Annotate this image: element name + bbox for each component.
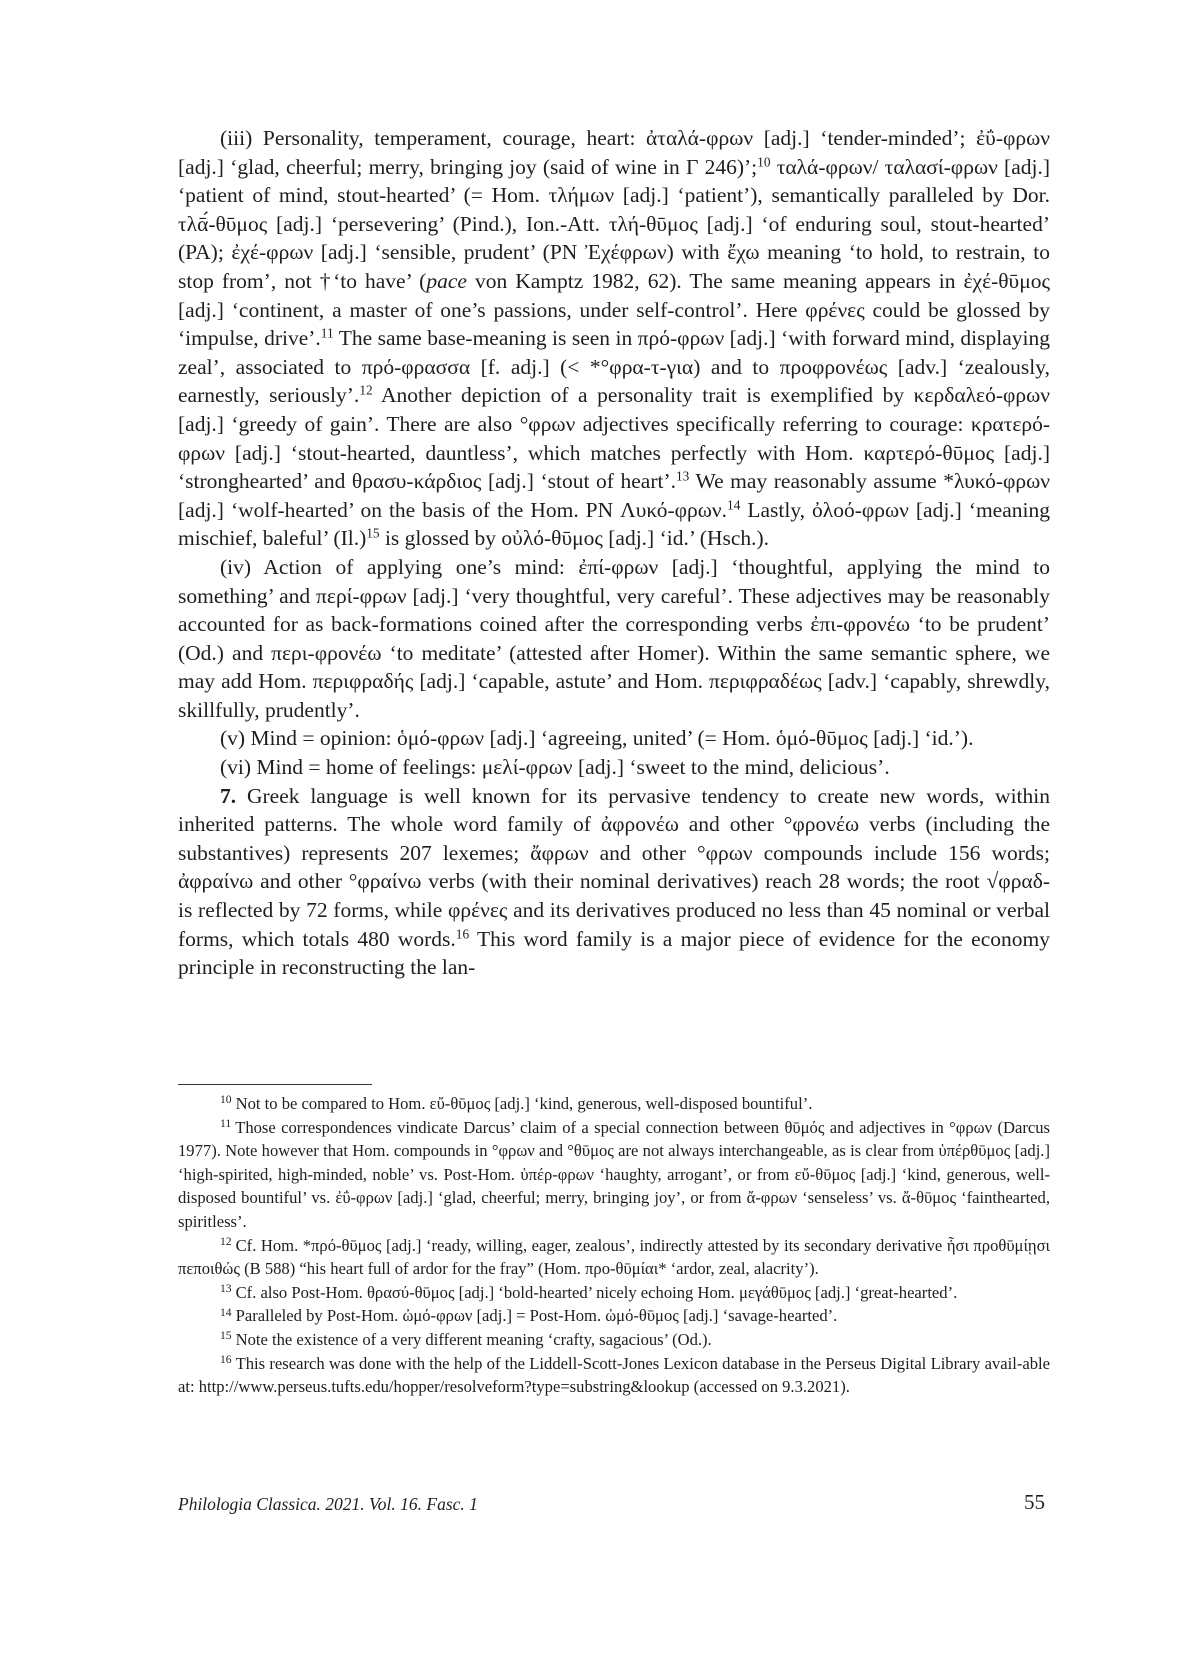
footnote-10: $^{10}$ Not to be compared to Hom. εὔ-θῡμος [adj.] ‘kind, generous, well-disposed bountiful’.: [220, 1093, 813, 1113]
paragraph-iii: (iii) Personality, temperament, courage, heart: ἀταλά-φρων [adj.] ‘tender-minded’; ἐΰ-φρων [adj.] ‘glad, cheerful; merry, bringing joy (said of wine in Γ 246)’;$^{10}$ ταλά-φρων/ ταλασί-φρων [adj.] ‘patient of mind, stout-hearted’ (= Hom. τλήμων [adj.] ‘patient’), semantically paralleled by Dor. τλᾱ́-θῡμος [adj.] ‘persevering’ (Pind.), Ion.-Att. τλή-θῡμος [adj.] ‘of enduring soul, stout-hearted’ (PA); ἐχέ-φρων [adj.] ‘sensible, prudent’ (PN Ἐχέφρων) with ἔχω meaning ‘to hold, to restrain, to stop from’, not †‘to have’ (pace von Kamptz 1982, 62). The same meaning appears in ἐχέ-θῡμος [adj.] ‘continent, a master of one’s passions, under self-control’. Here φρένες could be glossed by ‘impulse, drive’.$^{11}$ The same base-meaning is seen in πρό-φρων [adj.] ‘with forward mind, displaying zeal’, associated to πρό-φρασσα [f. adj.] (< *°φρα-τ-για) and to προφρονέως [adv.] ‘zealously, earnestly, seriously’.$^{12}$ Another depiction of a personality trait is exemplified by κερδαλεό-φρων [adj.] ‘greedy of gain’. There are also °φρων adjectives specifically referring to courage: κρατερό-φρων [adj.] ‘stout-hearted, dauntless’, which matches perfectly with Hom. καρτερό-θῡμος [adj.] ‘stronghearted’ and θρασυ-κάρδιος [adj.] ‘stout of heart’.$^{13}$ We may reasonably assume *λυκό-φρων [adj.] ‘wolf-hearted’ on the basis of the Hom. PN Λυκό-φρων.$^{14}$ Lastly, ὀλοό-φρων [adj.] ‘meaning mischief, baleful’ $(Il.)^{15}$ is glossed by οὐλό-θῡμος [adj.] ‘id.’ (Hsch.).: [178, 126, 1051, 551]
footnote-14: $^{14}$ Paralleled by Post-Hom. ὠμό-φρων [adj.] = Post-Hom. ὠμό-θῡμος [adj.] ‘savage-hearted’.: [220, 1305, 838, 1326]
footnote-13: $^{13}$ Cf. also Post-Hom. θρασύ-θῡμος [adj.] ‘bold-hearted’ nicely echoing Hom. μεγάθῡμος [adj.] ‘great-hearted’.: [220, 1281, 958, 1302]
footnote-ref-16[interactable]: 16: [455, 926, 470, 942]
footnote-separator: [178, 1084, 372, 1085]
journal-footer: Philologia Classica. 2021. Vol. 16. Fasc. 1: [178, 1494, 478, 1514]
footnote-ref-11[interactable]: 11: [320, 325, 334, 341]
section-7-paragraph: 7. Greek language is well known for its pervasive tendency to create new words, within inherited patterns. The whole word family of ἀφρονέω and other °φρονέω verbs (including the substantives) represents 207 lexemes; ἄφρων and other °φρων compounds include 156 words; ἀφραίνω and other °φραίνω verbs (with their nominal derivatives) reach 28 words; the root √φραδ- is reflected by 72 forms, while φρένες and its derivatives produced no less than 45 nominal or verbal forms, which totals 480 words.$^{16}$ This word family is a major piece of evidence for the economy principle in reconstructing the lan-: [178, 783, 1050, 980]
footnote-ref-10[interactable]: 10: [757, 154, 771, 170]
footnote-ref-13[interactable]: 13: [676, 468, 690, 484]
paragraph-iv: (iv) Action of applying one’s mind: ἐπί-φρων [adj.] ‘thoughtful, applying the mind to something’ and περί-φρων [adj.] ‘very thoughtful, very careful’. These adjectives may be reasonably accounted for as back-formations coined after the corresponding verbs ἐπι-φρονέω ‘to be prudent’ (Od.) and περι-φρονέω ‘to meditate’ (attested after Homer). Within the same semantic sphere, we may add Hom. περιφραδής [adj.] ‘capable, astute’ and Hom. περιφραδέως [adv.] ‘capably, shrewdly, skillfully, prudently’.: [178, 554, 1050, 722]
footnote-12: $^{12}$ Cf. Hom. *πρό-θῡμος [adj.] ‘ready, willing, eager, zealous’, indirectly attested by its secondary derivative ἧσι προθῡμίῃσι πεποιθώς (Β 588) “his heart full of ardor for the fray” (Hom. προ-θῡμίαι* ‘ardor, zeal, alacrity’).: [178, 1234, 1050, 1279]
footnote-ref-14[interactable]: 14: [727, 497, 741, 513]
page-number: 55: [1024, 1490, 1045, 1514]
footnote-15: $^{15}$ Note the existence of a very different meaning ‘crafty, sagacious’ (Od.).: [220, 1329, 712, 1349]
footnote-ref-12[interactable]: 12: [359, 383, 373, 399]
main-text: [178, 124, 1050, 982]
paragraph-vi: (vi) Mind = home of feelings: μελί-φρων [adj.] ‘sweet to the mind, delicious’.: [220, 755, 890, 780]
footnote-ref-15[interactable]: 15: [366, 525, 380, 541]
footnote-16: $^{16}$ This research was done with the help of the Liddell-Scott-Jones Lexicon database in the Perseus Digital Library avail-able at: http://www.perseus.tufts.edu/hopper/resolveform?type=substring&lookup (accessed on 9.3.2021).: [178, 1352, 1050, 1397]
section-number: 7.: [220, 783, 237, 808]
footnotes: [178, 1092, 1050, 1399]
footnote-11: $^{11}$ Those correspondences vindicate Darcus’ claim of a special connection between θῡμός and adjectives in °φρων (Darcus 1977). Note however that Hom. compounds in °φρων and °θῡμος are not always interchangeable, as is clear from ὑπέρθῡμος [adj.] ‘high-spirited, high-minded, noble’ vs. Post-Hom. ὑπέρ-φρων ‘haughty, arrogant’, or from εὔ-θῡμος [adj.] ‘kind, generous, well-disposed bountiful’ vs. ἐΰ-φρων [adj.] ‘glad, cheerful; merry, bringing joy’, or from ἄ-φρων ‘senseless’ vs. ἄ-θῡμος ‘fainthearted, spiritless’.: [178, 1116, 1050, 1231]
paragraph-v: (v) Mind = opinion: ὁμό-φρων [adj.] ‘agreeing, united’ (= Hom. ὁμό-θῡμος [adj.] ‘id.’).: [220, 726, 974, 751]
